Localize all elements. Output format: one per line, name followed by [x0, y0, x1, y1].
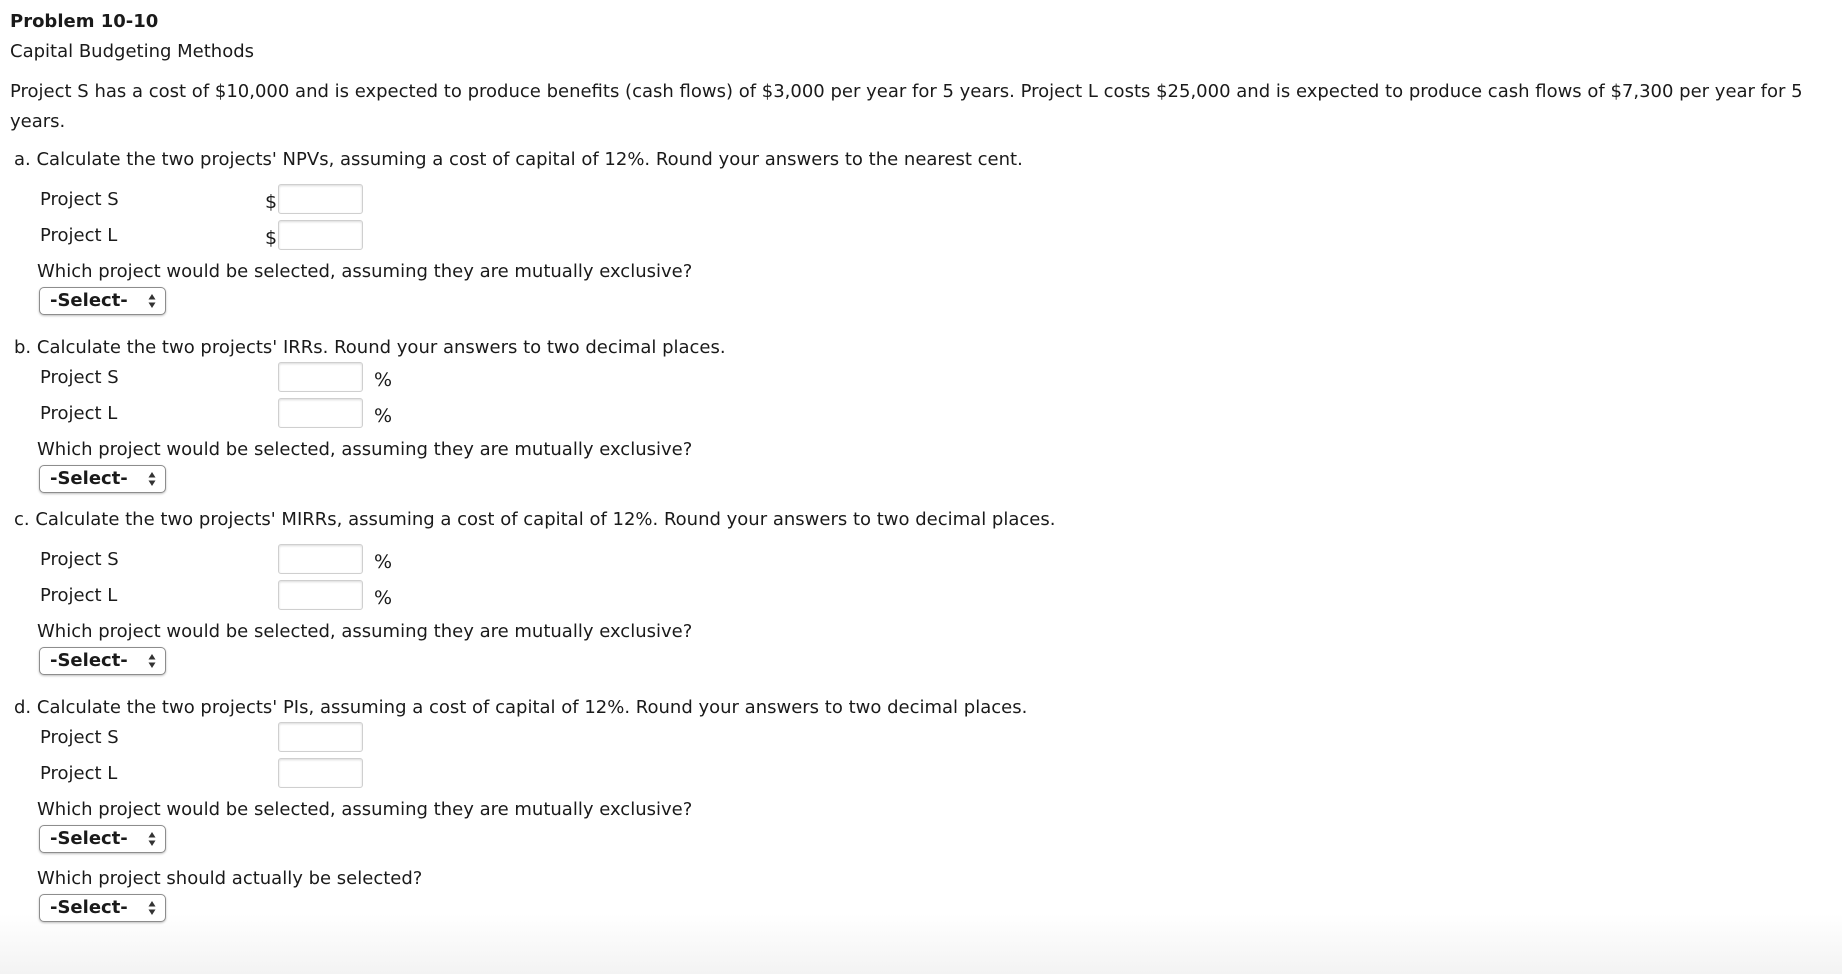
npv-project-s-label: Project S — [40, 189, 119, 210]
mirr-project-s-label: Project S — [40, 549, 119, 570]
question-a: a. Calculate the two projects' NPVs, assuming a cost of capital of 12%. Round your answers to the nearest cent. — [14, 149, 1023, 170]
irr-project-l-label: Project L — [40, 403, 118, 424]
select-arrows-icon — [148, 653, 156, 669]
pi-project-l-input[interactable] — [278, 758, 363, 788]
select-arrows-icon — [148, 471, 156, 487]
mirr-which-question: Which project would be selected, assuming they are mutually exclusive? — [37, 621, 693, 642]
question-c: c. Calculate the two projects' MIRRs, assuming a cost of capital of 12%. Round your answers to two decimal places. — [14, 509, 1056, 530]
pi-project-l-label: Project L — [40, 763, 118, 784]
mirr-project-l-percent: % — [374, 587, 393, 609]
mirr-select-value: -Select- — [50, 650, 128, 671]
pi-project-s-label: Project S — [40, 727, 119, 748]
problem-subtitle: Capital Budgeting Methods — [10, 41, 255, 62]
mirr-project-l-input[interactable] — [278, 580, 363, 610]
irr-which-question: Which project would be selected, assuming they are mutually exclusive? — [37, 439, 693, 460]
pi-which-question: Which project would be selected, assuming they are mutually exclusive? — [37, 799, 693, 820]
npv-project-s-input[interactable] — [278, 184, 363, 214]
npv-select-value: -Select- — [50, 290, 128, 311]
pi-select-value: -Select- — [50, 828, 128, 849]
actual-selection-select[interactable] — [39, 894, 166, 922]
question-d: d. Calculate the two projects' PIs, assuming a cost of capital of 12%. Round your answers to two decimal places. — [14, 697, 1028, 718]
mirr-project-s-input[interactable] — [278, 544, 363, 574]
select-arrows-icon — [148, 900, 156, 916]
npv-select[interactable] — [39, 287, 166, 315]
problem-title: Problem 10-10 — [10, 11, 159, 32]
npv-project-l-label: Project L — [40, 225, 118, 246]
irr-project-s-label: Project S — [40, 367, 119, 388]
npv-project-s-dollar: $ — [265, 191, 278, 213]
mirr-project-l-label: Project L — [40, 585, 118, 606]
mirr-select[interactable] — [39, 647, 166, 675]
irr-project-s-input[interactable] — [278, 362, 363, 392]
irr-project-s-percent: % — [374, 369, 393, 391]
select-arrows-icon — [148, 293, 156, 309]
irr-project-l-percent: % — [374, 405, 393, 427]
actual-selection-question: Which project should actually be selected? — [37, 868, 423, 889]
irr-select[interactable] — [39, 465, 166, 493]
select-arrows-icon — [148, 831, 156, 847]
mirr-project-s-percent: % — [374, 551, 393, 573]
footer-shade — [0, 914, 1842, 974]
irr-select-value: -Select- — [50, 468, 128, 489]
problem-intro: Project S has a cost of $10,000 and is expected to produce benefits (cash flows) of $3,000 per year for 5 years. Project L costs $25,000 and is expected to produce cash flows of $7,300 per year for 5 years. — [10, 81, 1803, 132]
irr-project-l-input[interactable] — [278, 398, 363, 428]
npv-project-l-dollar: $ — [265, 227, 278, 249]
npv-project-l-input[interactable] — [278, 220, 363, 250]
npv-which-question: Which project would be selected, assuming they are mutually exclusive? — [37, 261, 693, 282]
pi-project-s-input[interactable] — [278, 722, 363, 752]
actual-selection-value: -Select- — [50, 897, 128, 918]
pi-select[interactable] — [39, 825, 166, 853]
question-b: b. Calculate the two projects' IRRs. Round your answers to two decimal places. — [14, 337, 726, 358]
